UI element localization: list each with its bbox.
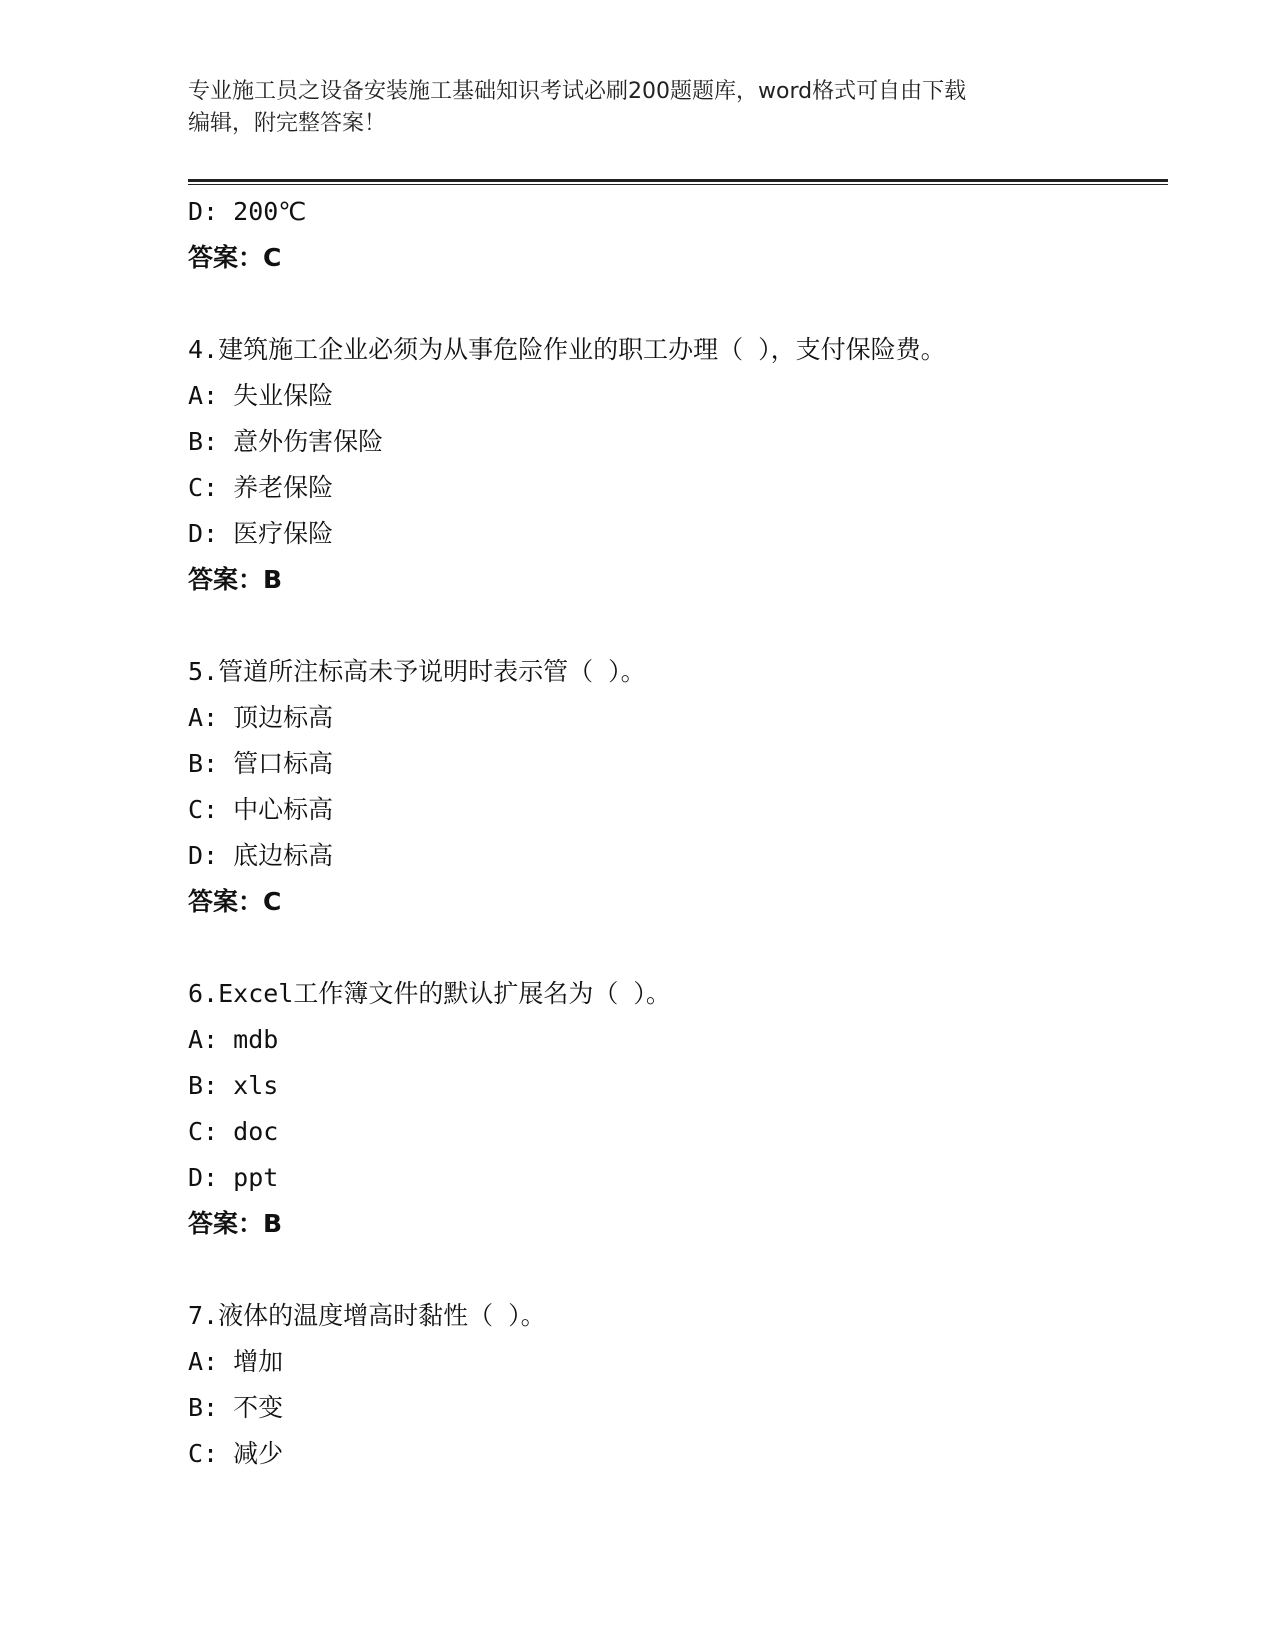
option-d: D: 医疗保险 xyxy=(188,519,334,548)
answer-line: 答案：C xyxy=(188,887,282,916)
option-b: B: 不变 xyxy=(188,1393,284,1422)
option-a: A: 失业保险 xyxy=(188,381,334,410)
option-b: B: 意外伤害保险 xyxy=(188,427,384,456)
answer-line: 答案：B xyxy=(188,1209,283,1238)
question-spacer xyxy=(188,281,1168,327)
question-5 xyxy=(188,649,1168,925)
option-c: C: 中心标高 xyxy=(188,795,334,824)
option-c: C: 养老保险 xyxy=(188,473,334,502)
option-d: D: ppt xyxy=(188,1163,279,1192)
question-stem: 6.Excel工作簿文件的默认扩展名为（ ）。 xyxy=(188,979,671,1008)
option-c: C: 减少 xyxy=(188,1439,284,1468)
option-a: A: 顶边标高 xyxy=(188,703,334,732)
question-7 xyxy=(188,1293,1168,1477)
header-divider-thick xyxy=(188,179,1168,182)
option-c: C: doc xyxy=(188,1117,279,1146)
question-content xyxy=(188,189,1168,1477)
question-6 xyxy=(188,971,1168,1247)
option-a: A: mdb xyxy=(188,1025,279,1054)
option-b: B: 管口标高 xyxy=(188,749,334,778)
question-spacer xyxy=(188,1247,1168,1293)
option-d: D: 200℃ xyxy=(188,197,307,226)
question-spacer xyxy=(188,925,1168,971)
option-b: B: xls xyxy=(188,1071,279,1100)
question-stem: 5.管道所注标高未予说明时表示管（ ）。 xyxy=(188,657,646,686)
question-3-continued xyxy=(188,189,1168,281)
question-4 xyxy=(188,327,1168,603)
answer-line: 答案：B xyxy=(188,565,283,594)
document-header xyxy=(188,76,1088,140)
question-stem: 4.建筑施工企业必须为从事危险作业的职工办理（ ），支付保险费。 xyxy=(188,335,946,364)
option-d: D: 底边标高 xyxy=(188,841,334,870)
header-title-line-1: 专业施工员之设备安装施工基础知识考试必刷200题题库，word格式可自由下载 xyxy=(188,79,967,104)
question-stem: 7.液体的温度增高时黏性（ ）。 xyxy=(188,1301,546,1330)
header-title-line-2: 编辑，附完整答案！ xyxy=(188,111,387,136)
option-a: A: 增加 xyxy=(188,1347,284,1376)
header-divider-thin xyxy=(188,184,1168,185)
question-spacer xyxy=(188,603,1168,649)
answer-line: 答案：C xyxy=(188,243,282,272)
